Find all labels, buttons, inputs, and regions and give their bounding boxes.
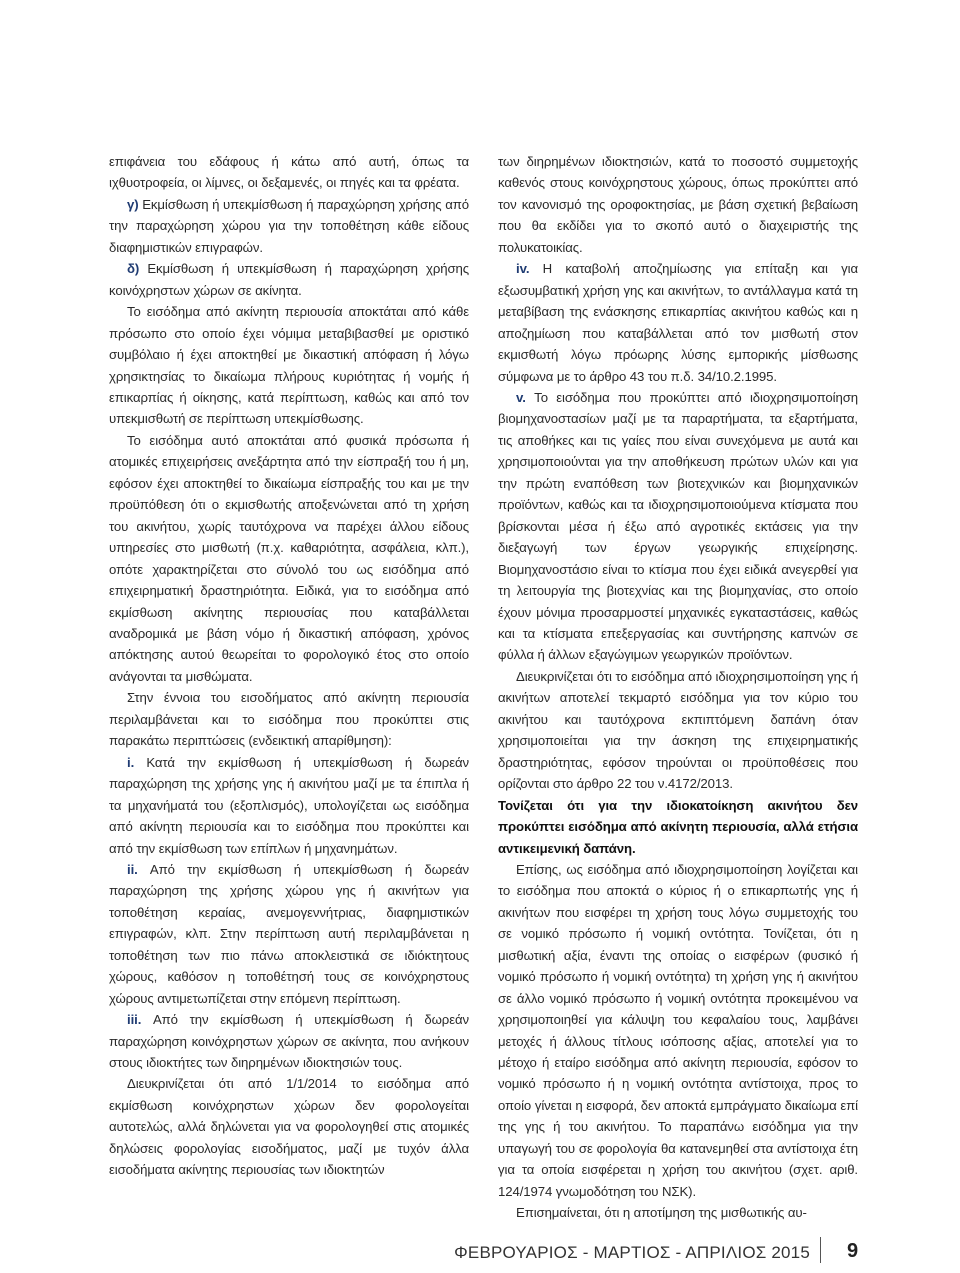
- right-column: [498, 151, 858, 1224]
- list-marker: ii.: [127, 861, 138, 877]
- issue-label: ΦΕΒΡΟΥΑΡΙΟΣ - ΜΑΡΤΙΟΣ - ΑΠΡΙΛΙΟΣ 2015: [454, 1243, 810, 1262]
- footer-divider: [820, 1237, 821, 1263]
- emphasis-paragraph: Τονίζεται ότι για την ιδιοκατοίκηση ακινήτου δεν προκύπτει εισόδημα από ακίνητη περιουσία, αλλά ετήσια αντικειμενική δαπάνη.: [498, 797, 858, 856]
- paragraph: Διευκρινίζεται ότι το εισόδημα από ιδιοχρησιμοποίηση γης ή ακινήτων αποτελεί τεκμαρτό εισόδημα για τον κύριο του ακινήτου και ταυτόχρονα εκπιπτόμενη δαπάνη όταν χρησιμοποιείται για την άσκηση της επιχειρηματικής δραστηριότητας, εφόσον τηρούνται οι προϋποθέσεις που ορίζονται στο άρθρο 22 του ν.4172/2013.: [498, 668, 858, 792]
- list-marker: δ): [127, 261, 140, 277]
- paragraph-delta: δ) Εκμίσθωση ή υπεκμίσθωση ή παραχώρηση χρήσης κοινόχρηστων χώρων σε ακίνητα.: [109, 261, 469, 298]
- list-item-iii: iii. Από την εκμίσθωση ή υπεκμίσθωση ή δωρεάν παραχώρηση κοινόχρηστων χώρων σε ακίνητα, που ανήκουν στους ιδιοκτήτες των διηρημένων ιδιοκτησιών τους.: [109, 1012, 469, 1071]
- list-marker: v.: [516, 389, 526, 405]
- list-marker: i.: [127, 754, 135, 770]
- paragraph-gamma: γ) Εκμίσθωση ή υπεκμίσθωση ή παραχώρηση χρήσης από την παραχώρηση χώρου για την τοποθέτηση κάθε είδους διαφημιστικών επιγραφών.: [109, 196, 469, 255]
- paragraph: των διηρημένων ιδιοκτησιών, κατά το ποσοστό συμμετοχής καθενός στους κοινόχρηστους χώρους, όπως προκύπτει από τον κανονισμό της οροφοκτησίας, με βάση σχετική βεβαίωση που θα εκδίδει για το σκοπό αυτό ο διαχειριστής της πολυκατοικίας.: [498, 154, 858, 255]
- list-marker: γ): [127, 196, 139, 212]
- paragraph: Το εισόδημα από ακίνητη περιουσία αποκτάται από κάθε πρόσωπο στο οποίο έχει νόμιμα μεταβιβασθεί με οριστικό συμβόλαιο ή έχει αποκτηθεί με δικαστική απόφαση ή λόγω χρησικτησίας το δικαίωμα πλήρους κυριότητας ή νομής ή επικαρπίας ή οίκησης, κατά περίπτωση, καθώς και από τον υπεκμισθωτή σε περίπτωση υπεκμίσθωσης.: [109, 304, 469, 427]
- list-item-v: v. Το εισόδημα που προκύπτει από ιδιοχρησιμοποίηση βιομηχανοστασίων μαζί με τα παραρτήματα, τα εξαρτήματα, τις αποθήκες και τις γαίες που είναι συνεχόμενα με αυτά και χρησιμοποιούνται για την αποθήκευση πρώτων υλών και για την πρώτη εναπόθεση των βιοτεχνικών και βιομηχανικών προϊόντων, καθώς και τα ιδιοχρησιμοποιούμενα κτίσματα που βρίσκονται μέσα ή έξω από αγροτικές εκτάσεις για την διεξαγωγή των έργων γεωργικής επιχείρησης. Βιομηχανοστάσιο είναι το κτίσμα που έχει ειδικά ανεγερθεί για τη λειτουργία της βιοτεχνίας και της βιομηχανίας, στο οποίο έχουν μόνιμα προσαρμοστεί μηχανικές εγκαταστάσεις, καθώς και τα κτίσματα επεξεργασίας και συντήρησης καπνών σε φύλλα ή άλλων εξαγώγιμων γεωργικών προϊόντων.: [498, 389, 858, 663]
- list-marker: iii.: [127, 1012, 142, 1028]
- list-item-i: i. Κατά την εκμίσθωση ή υπεκμίσθωση ή δωρεάν παραχώρηση της χρήσης γης ή ακινήτου μαζί με τα έπιπλα ή τα μηχανήματά του (εξοπλισμός), υπολογίζεται ως εισόδημα από ακίνητη περιουσία και το εισόδημα που προκύπτει και από την εκμίσθωση των επίπλων ή μηχανημάτων.: [109, 754, 469, 856]
- paragraph: Επίσης, ως εισόδημα από ιδιοχρησιμοποίηση λογίζεται και το εισόδημα που αποκτά ο κύριος ή ο επικαρπωτής γης ή ακινήτων που εισφέρει τη χρήση τους λόγω συμμετοχής του σε νομικό πρόσωπο ή νομική οντότητα. Τονίζεται, ότι η μισθωτική αξία, έναντι της οποίας ο εισφέρων (φυσικό ή νομικό πρόσωπο ή νομική οντότητα) τη χρήση γης ή ακινήτου σε άλλο νομικό πρόσωπο ή νομική οντότητα προκειμένου να χρησιμοποιηθεί για κάλυψη του κεφαλαίου τους, λαμβάνει μετοχές ή άλλους τίτλους ισόποσης αξίας, αποτελεί για το μέτοχο ή εταίρο εισόδημα από ακίνητη περιουσία, εφόσον το νομικό πρόσωπο ή η νομική οντότητα αντίστοιχα, προς το οποίο γίνεται η εισφορά, δεν αποκτά εμπράγματο δικαίωμα επί της γης ή του ακινήτου. Το παραπάνω εισόδημα για την υπαγωγή του σε φορολογία θα κατανεμηθεί στα αντίστοιχα έτη για τα οποία εισφέρεται η χρήση του ακινήτου (σχετ. αριθ. 124/1974 γνωμοδότηση του ΝΣΚ).: [498, 861, 858, 1199]
- list-item-ii: ii. Από την εκμίσθωση ή υπεκμίσθωση ή δωρεάν παραχώρηση της χρήσης χώρου γης ή ακινήτων για τοποθέτηση κεραίας, ανεμογεννήτριας, διαφημιστικών επιγραφών, κλπ. Στην περίπτωση αυτή περιλαμβάνεται η τοποθέτηση των πιο πάνω αποκλειστικά σε ιδιόκτητους χώρους, καθόσον η τοποθέτησή τους σε κοινόχρηστους χώρους αντιμετωπίζεται στην επόμενη περίπτωση.: [109, 861, 469, 1006]
- paragraph: επιφάνεια του εδάφους ή κάτω από αυτή, όπως τα ιχθυοτροφεία, οι λίμνες, οι δεξαμενές, οι πηγές και τα φρέατα.: [109, 154, 469, 191]
- paragraph: Στην έννοια του εισοδήματος από ακίνητη περιουσία περιλαμβάνεται και το εισόδημα που προκύπτει στις παρακάτω περιπτώσεις (ενδεικτική απαρίθμηση):: [109, 690, 469, 749]
- left-column: [109, 151, 469, 1181]
- list-marker: iv.: [516, 261, 530, 277]
- paragraph: Το εισόδημα αυτό αποκτάται από φυσικά πρόσωπα ή ατομικές επιχειρήσεις ανεξάρτητα από την είσπραξή του ή μη, εφόσον έχει αποκτηθεί το δικαίωμα είσπραξής του και με την προϋπόθεση ότι ο εκμισθωτής αποξενώνεται από τη χρήση του ακινήτου, χωρίς ταυτόχρονα να παρέχει άλλου είδους υπηρεσίες στο μισθωτή (π.χ. καθαριότητα, ασφάλεια, κλπ.), οπότε χαρακτηρίζεται στο σύνολό του ως εισόδημα από επιχειρηματική δραστηριότητα. Ειδικά, για το εισόδημα από εκμίσθωση ακίνητης περιουσίας που καταβάλλεται αναδρομικά με βάση νόμο ή δικαστική απόφαση, χρόνος απόκτησης αυτού θεωρείται το φορολογικό έτος στο οποίο ανάγονται τα μισθώματα.: [109, 432, 469, 684]
- page-number: 9: [847, 1240, 859, 1262]
- list-item-iv: iv. Η καταβολή αποζημίωσης για επίταξη και για εξωσυμβατική χρήση γης και ακινήτων, το αντάλλαγμα κατά τη μεταβίβαση της ενάσκησης επικαρπίας ακινήτου καθώς και η αποζημίωση που καταβάλλεται από τον μισθωτή στον εκμισθωτή λόγω πρόωρης λύσης εμπορικής μίσθωσης σύμφωνα με το άρθρο 43 του π.δ. 34/10.2.1995.: [498, 261, 858, 384]
- paragraph: Επισημαίνεται, ότι η αποτίμηση της μισθωτικής αυ-: [516, 1205, 807, 1221]
- paragraph: Διευκρινίζεται ότι από 1/1/2014 το εισόδημα από εκμίσθωση κοινόχρηστων χώρων δεν φορολογείται αυτοτελώς, αλλά δηλώνεται για να φορολογηθεί στις ατομικές δηλώσεις φορολογίας εισοδήματος, μαζί με τυχόν άλλα εισοδήματα ακίνητης περιουσίας των ιδιοκτητών: [109, 1076, 469, 1178]
